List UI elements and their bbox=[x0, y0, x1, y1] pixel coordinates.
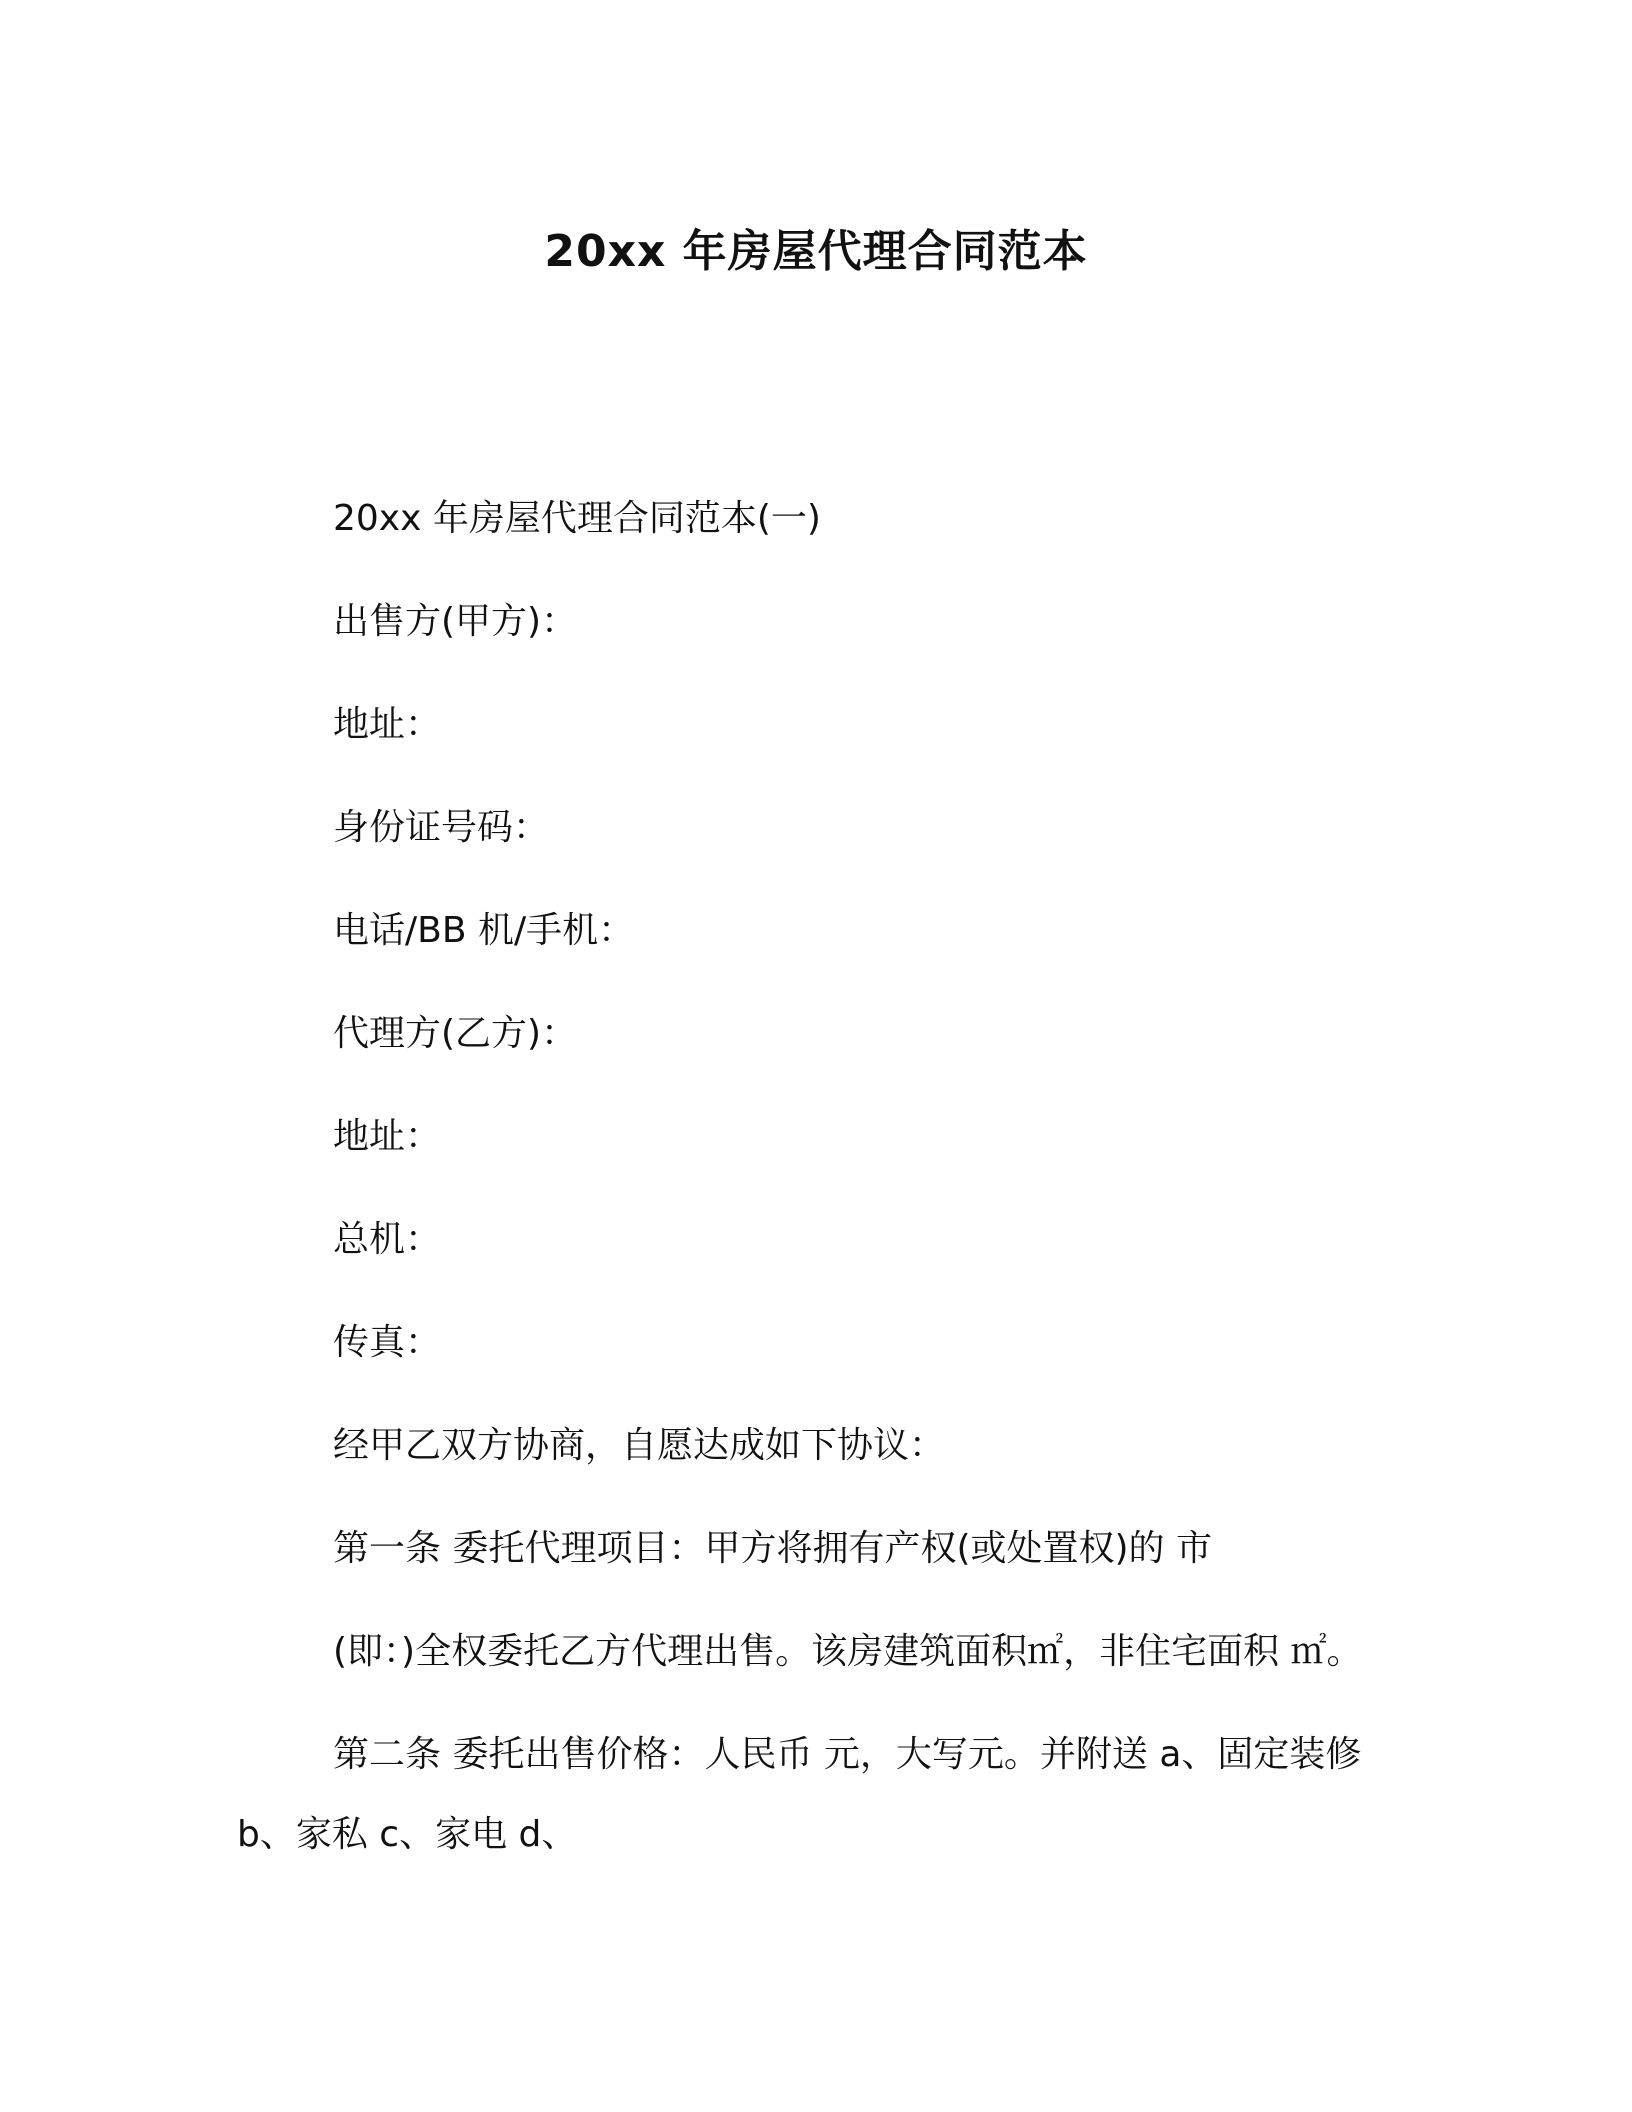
agent-label: 代理方(乙方)： bbox=[333, 1013, 578, 1054]
seller-label: 出售方(甲方)： bbox=[333, 601, 578, 642]
seller-address-label: 地址： bbox=[333, 704, 442, 745]
fax-label: 传真： bbox=[333, 1322, 442, 1363]
agreement-intro: 经甲乙双方协商，自愿达成如下协议： bbox=[333, 1425, 946, 1466]
article-two-continued: b、家私 c、家电 d、 bbox=[237, 1814, 578, 1855]
phone-label: 电话/BB 机/手机： bbox=[333, 910, 635, 951]
id-number-label: 身份证号码： bbox=[333, 807, 550, 848]
agent-address-label: 地址： bbox=[333, 1116, 442, 1157]
article-one: 第一条 委托代理项目：甲方将拥有产权(或处置权)的 市 bbox=[333, 1528, 1212, 1569]
switchboard-label: 总机： bbox=[333, 1219, 442, 1260]
section-heading: 20xx 年房屋代理合同范本(一) bbox=[333, 498, 821, 539]
article-two: 第二条 委托出售价格：人民币 元，大写元。并附送 a、固定装修 bbox=[333, 1734, 1362, 1775]
article-one-continued: (即：)全权委托乙方代理出售。该房建筑面积㎡，非住宅面积 ㎡。 bbox=[333, 1631, 1363, 1672]
document-title: 20xx 年房屋代理合同范本 bbox=[544, 226, 1088, 277]
